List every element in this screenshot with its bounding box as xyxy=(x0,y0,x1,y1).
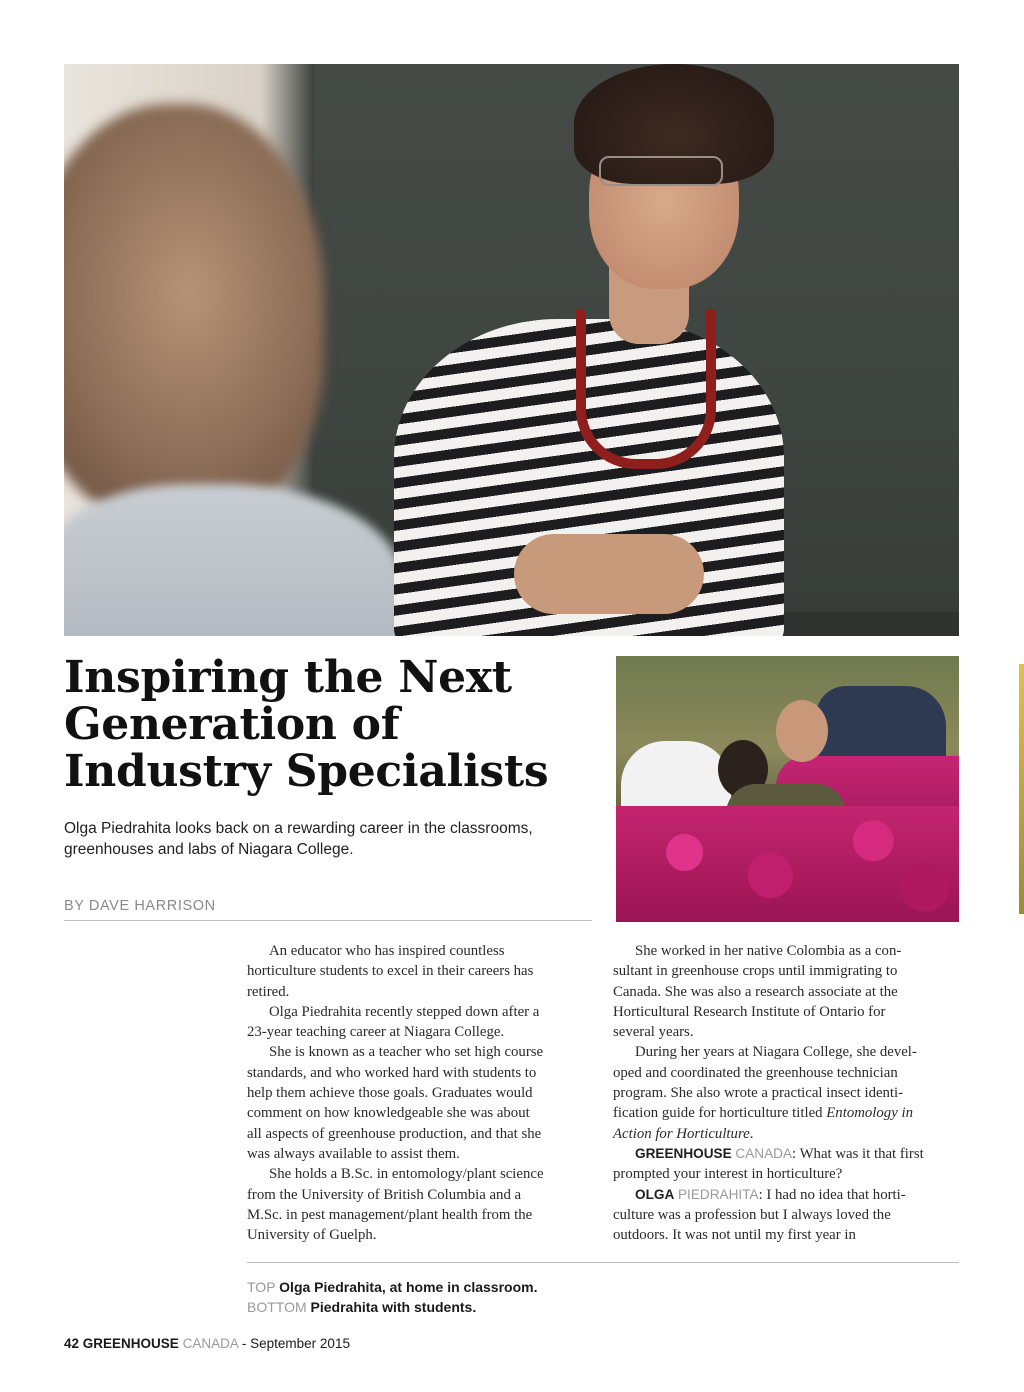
body-column-right xyxy=(613,941,951,1245)
magazine-name-light: CANADA xyxy=(182,1336,239,1351)
issue-date: - September 2015 xyxy=(241,1336,350,1351)
body-column-left xyxy=(247,941,579,1245)
deck-line: greenhouses and labs of Niagara College. xyxy=(64,841,354,858)
book-title: Entomology in xyxy=(826,1105,913,1122)
deck-line: Olga Piedrahita looks back on a rewarding career in the classrooms, xyxy=(64,820,533,837)
article-title xyxy=(64,654,604,795)
speaker-label-light: PIEDRAHITA xyxy=(677,1186,759,1202)
paragraph: She worked in her native Colombia as a con- sultant in greenhouse crops until immigrating to Canada. She was also a research associate at the Horticultural Research Institute of Ontario for several years. xyxy=(613,943,902,1041)
caption-top: TOP Olga Piedrahita, at home in classroom. xyxy=(247,1279,538,1295)
paragraph: During her years at Niagara College, she devel- oped and coordinated the greenhouse technician program. She also wrote a practical insect identi- fication guide for horticulture titled Entomology in Action for Horticulture. xyxy=(613,1044,917,1142)
page-footer xyxy=(64,1336,350,1351)
speaker-label-light: CANADA xyxy=(735,1145,793,1161)
top-photo xyxy=(64,64,959,636)
interview-question: GREENHOUSE CANADA: What was it that first prompted your interest in horticulture? xyxy=(613,1145,924,1183)
caption-bottom: BOTTOM Piedrahita with students. xyxy=(247,1299,477,1315)
article-deck xyxy=(64,818,604,860)
paragraph: She is known as a teacher who set high course standards, and who worked hard with students to help them achieve those goals. Graduates would comment on how knowledgeable she was about all aspects of greenhouse production, and that she was always available to assist them. xyxy=(247,1044,544,1162)
interview-answer: OLGA PIEDRAHITA: I had no idea that horti- culture was a profession but I always loved the outdoors. It was not until my first year in xyxy=(613,1186,906,1244)
magazine-name: GREENHOUSE xyxy=(82,1336,179,1351)
paragraph: She holds a B.Sc. in entomology/plant science from the University of British Columbia and a M.Sc. in pest management/plant health from the University of Guelph. xyxy=(247,1166,544,1244)
byline: BY DAVE HARRISON xyxy=(64,898,592,921)
speaker-label: GREENHOUSE xyxy=(635,1145,732,1161)
title-line: Inspiring the Next xyxy=(64,652,512,703)
book-title: Action for Horticulture xyxy=(613,1125,750,1142)
bottom-photo xyxy=(616,656,959,922)
title-line: Industry Specialists xyxy=(64,746,549,797)
paragraph: Olga Piedrahita recently stepped down after a 23-year teaching career at Niagara College. xyxy=(247,1003,540,1041)
speaker-label: OLGA xyxy=(635,1186,675,1202)
page-edge-mark xyxy=(1019,664,1024,914)
title-line: Generation of xyxy=(64,699,400,750)
photo-captions xyxy=(247,1277,959,1317)
paragraph: An educator who has inspired countless horticulture students to excel in their careers has retired. xyxy=(247,943,534,1000)
page-number: 42 xyxy=(64,1336,80,1351)
caption-divider xyxy=(247,1262,959,1263)
